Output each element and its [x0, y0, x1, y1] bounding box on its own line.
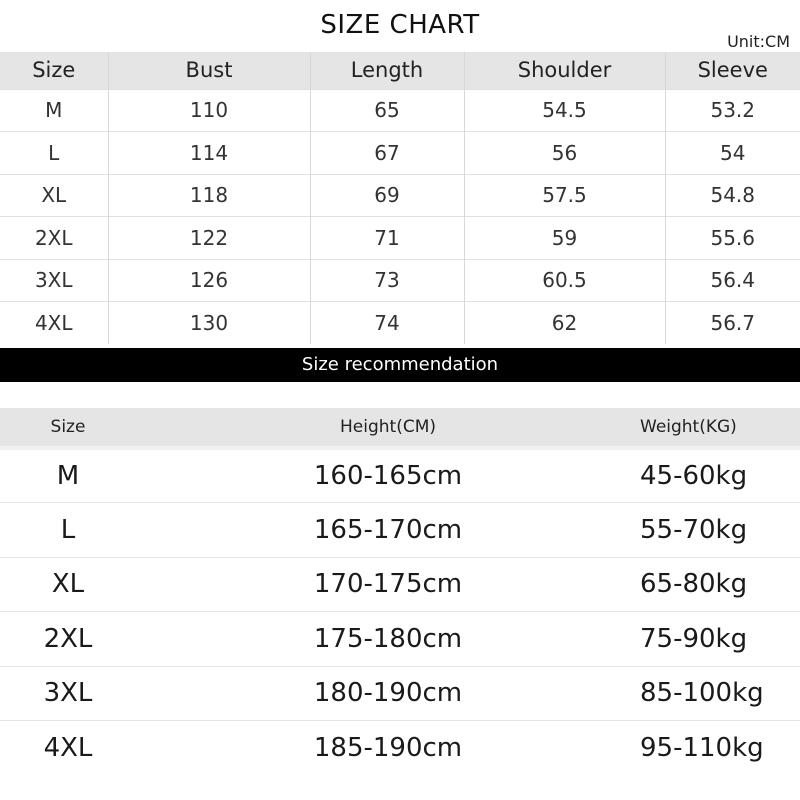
- table-header-row: [0, 52, 800, 89]
- column-header: Size: [32, 58, 76, 83]
- bust-cell: 122: [108, 217, 310, 260]
- size-cell: 3XL: [43, 678, 93, 709]
- shoulder-cell: 54.5: [464, 89, 665, 132]
- size-cell: L: [48, 140, 60, 165]
- bust-cell: 114: [108, 132, 310, 175]
- sleeve-cell: 56.4: [665, 259, 800, 302]
- height-cell: 175-180cm: [313, 623, 463, 654]
- column-header: Size: [50, 417, 86, 437]
- bust-cell: 130: [108, 302, 310, 345]
- table-row: [0, 721, 800, 776]
- shoulder-cell: 56: [464, 132, 665, 175]
- sleeve-cell: 56.7: [665, 302, 800, 345]
- length-cell: 65: [310, 89, 464, 132]
- sleeve-cell: 54: [665, 132, 800, 175]
- bust-cell: 118: [108, 174, 310, 217]
- length-cell: 67: [310, 132, 464, 175]
- size-cell: XL: [41, 183, 67, 208]
- size-recommendation-table: [0, 408, 800, 775]
- size-cell: M: [45, 98, 63, 123]
- bust-cell: 126: [108, 259, 310, 302]
- table-row: [0, 557, 800, 612]
- table-row: [0, 89, 800, 132]
- column-header: Length: [310, 52, 464, 89]
- length-cell: 71: [310, 217, 464, 260]
- size-cell: 2XL: [43, 623, 93, 654]
- size-cell: 4XL: [43, 733, 93, 763]
- size-recommendation-banner: Size recommendation: [0, 348, 800, 382]
- size-cell: 2XL: [34, 225, 73, 250]
- height-cell: 180-190cm: [313, 678, 463, 709]
- size-cell: M: [56, 461, 80, 491]
- weight-cell: 55-70kg: [640, 514, 748, 545]
- table-header-row: [0, 408, 800, 448]
- height-cell: 170-175cm: [313, 569, 463, 600]
- shoulder-cell: 60.5: [464, 259, 665, 302]
- table-row: [0, 302, 800, 345]
- size-cell: XL: [51, 569, 85, 600]
- size-cell: 4XL: [34, 311, 73, 335]
- table-row: [0, 666, 800, 721]
- unit-label: Unit:CM: [727, 32, 790, 51]
- column-header: Bust: [108, 52, 310, 89]
- sleeve-cell: 55.6: [665, 217, 800, 260]
- size-cell: 3XL: [34, 268, 73, 293]
- sleeve-cell: 54.8: [665, 174, 800, 217]
- shoulder-cell: 59: [464, 217, 665, 260]
- table-row: [0, 448, 800, 503]
- table-row: [0, 503, 800, 558]
- height-cell: 165-170cm: [313, 514, 463, 545]
- table-row: [0, 174, 800, 217]
- weight-cell: 75-90kg: [640, 623, 748, 654]
- table-row: [0, 132, 800, 175]
- weight-cell: 95-110kg: [640, 733, 764, 763]
- table-row: [0, 612, 800, 667]
- bust-cell: 110: [108, 89, 310, 132]
- page-title: SIZE CHART: [320, 10, 480, 40]
- length-cell: 69: [310, 174, 464, 217]
- table-row: [0, 259, 800, 302]
- column-header: Shoulder: [464, 52, 665, 89]
- weight-cell: 85-100kg: [640, 678, 764, 709]
- size-measurement-table: [0, 52, 800, 344]
- length-cell: 74: [310, 302, 464, 345]
- length-cell: 73: [310, 259, 464, 302]
- column-header: Sleeve: [665, 52, 800, 89]
- weight-cell: 45-60kg: [640, 461, 748, 491]
- height-cell: 160-165cm: [313, 461, 463, 491]
- sleeve-cell: 53.2: [665, 89, 800, 132]
- weight-cell: 65-80kg: [640, 569, 748, 600]
- height-cell: 185-190cm: [313, 733, 463, 763]
- shoulder-cell: 62: [464, 302, 665, 345]
- column-header: Weight(KG): [640, 417, 737, 437]
- shoulder-cell: 57.5: [464, 174, 665, 217]
- size-cell: L: [60, 514, 76, 545]
- column-header: Height(CM): [340, 417, 436, 437]
- table-row: [0, 217, 800, 260]
